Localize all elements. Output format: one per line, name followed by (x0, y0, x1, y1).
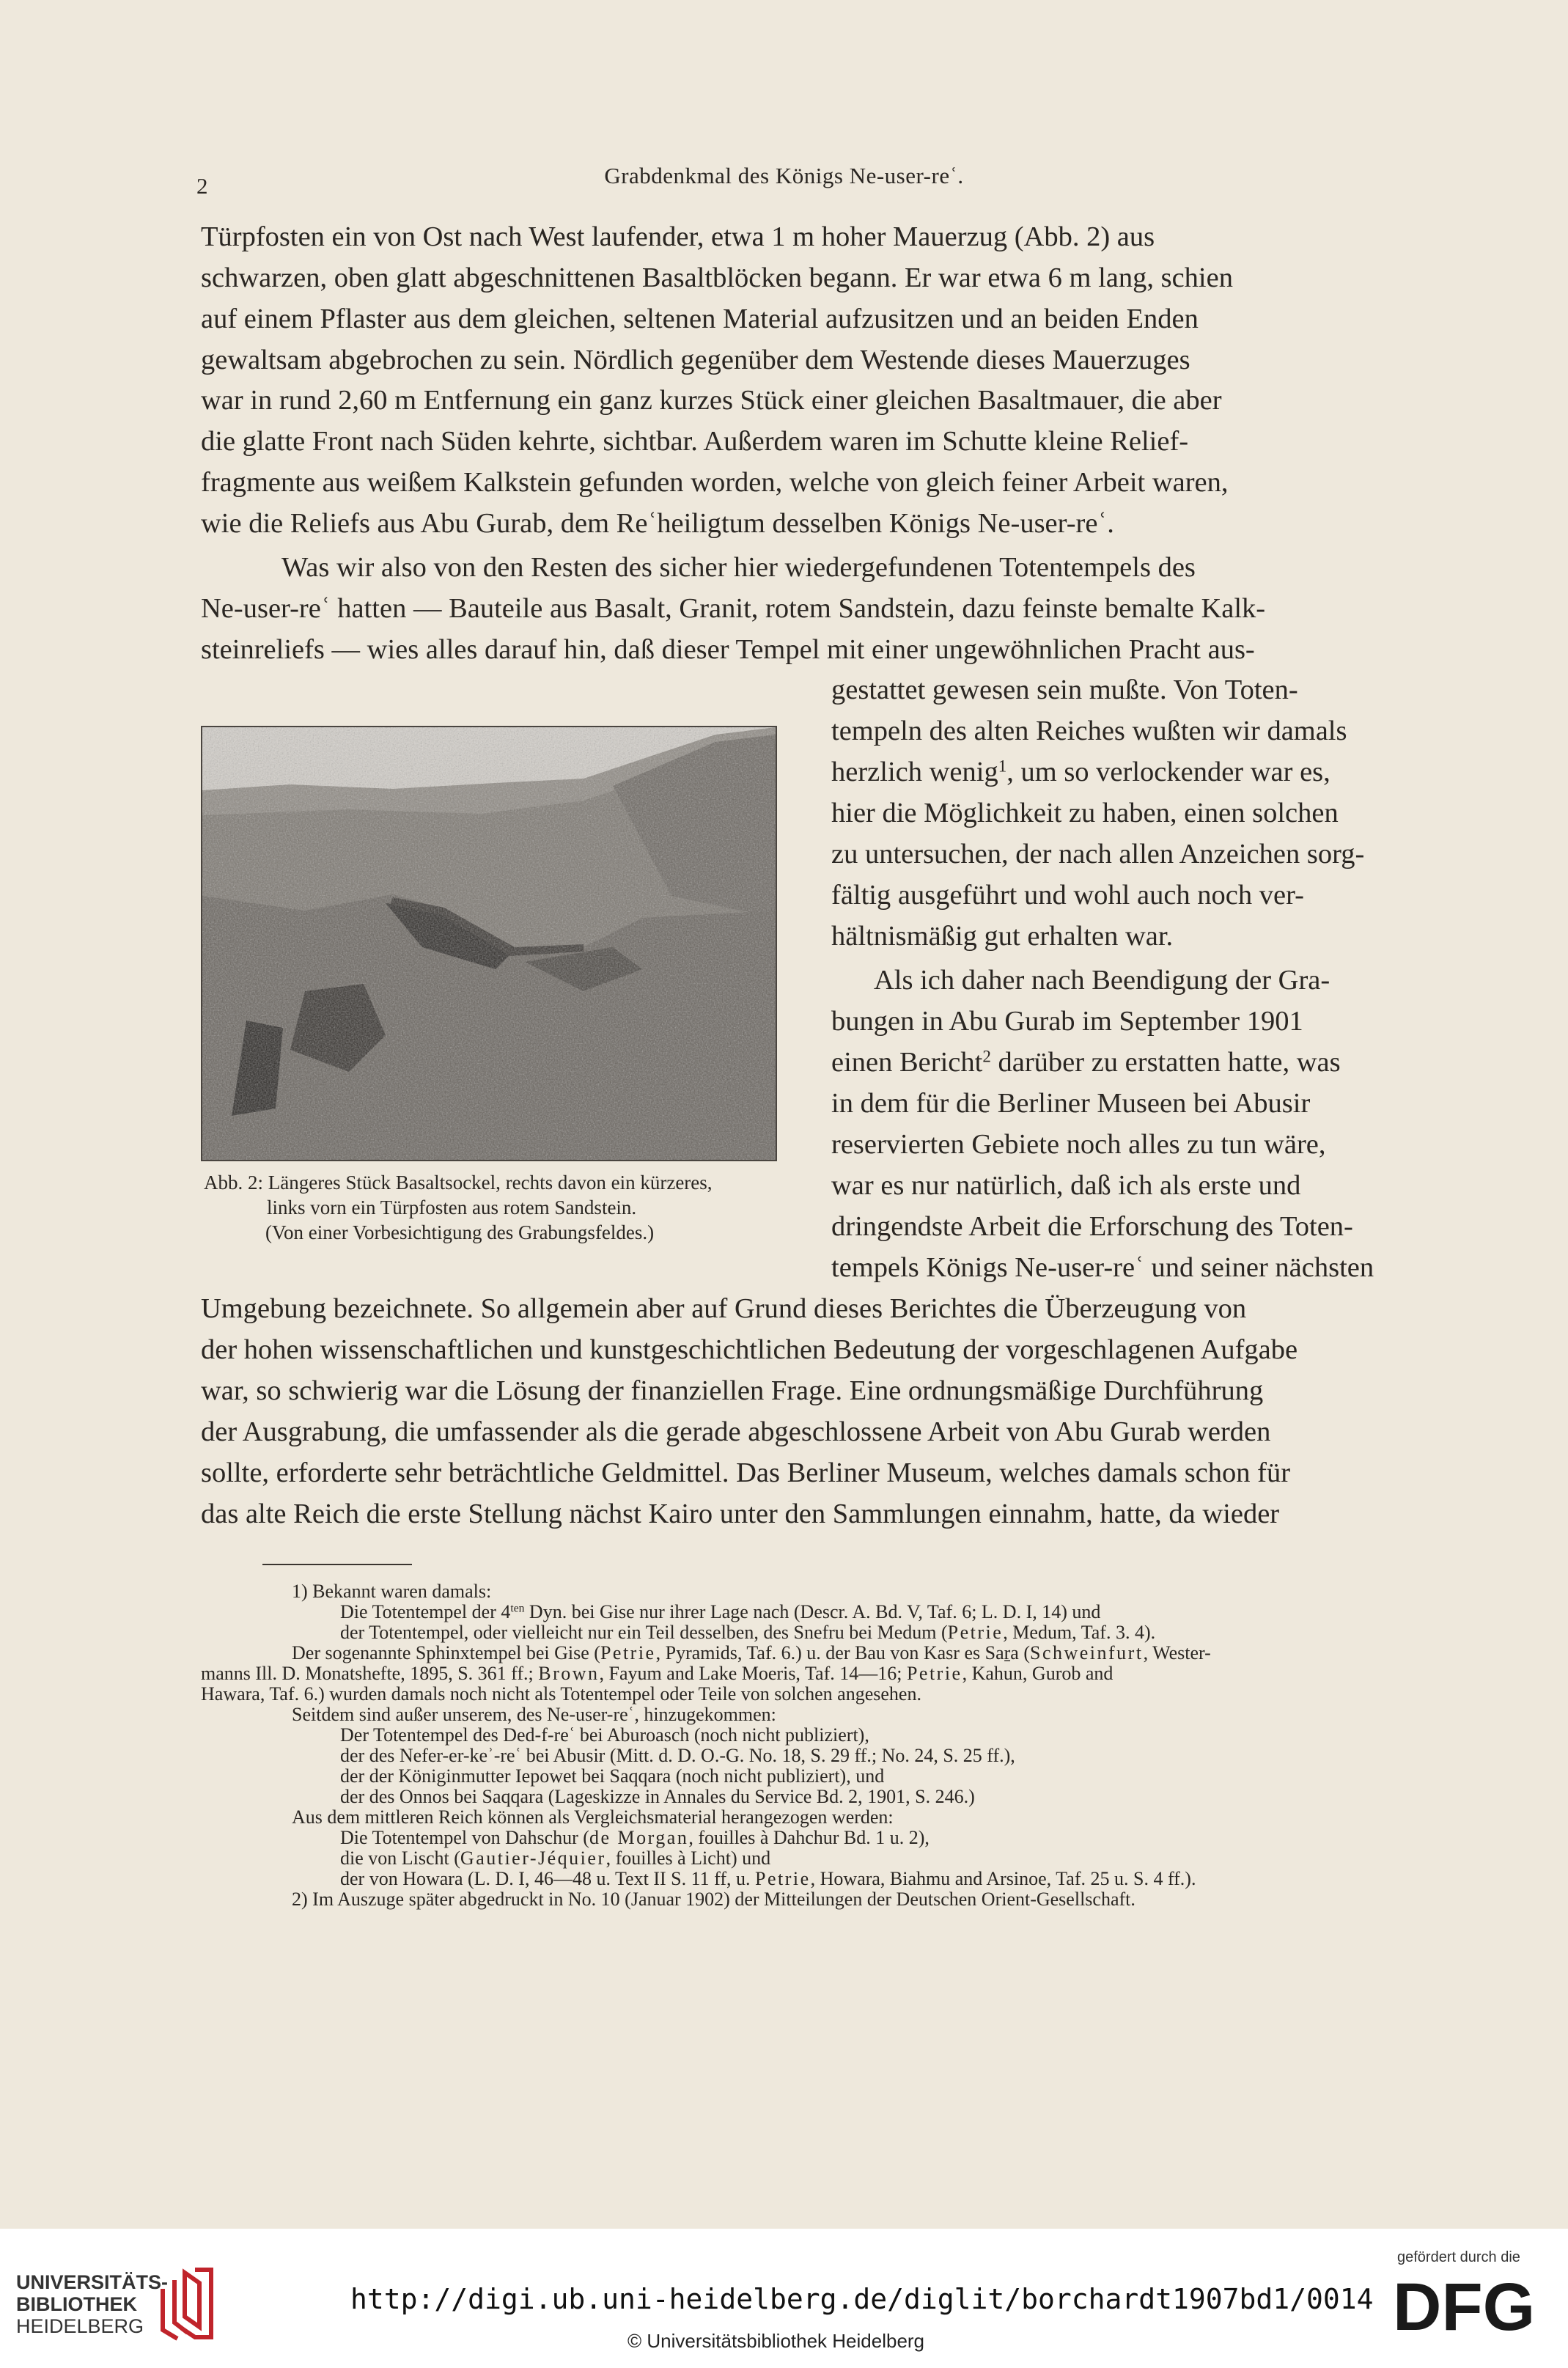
body-line: gewaltsam abgebrochen zu sein. Nördlich gegenüber dem Westende dieses Mauerzuges (201, 345, 1190, 375)
footnote-line: der von Howara (L. D. I, 46—48 u. Text II S. 11 ff, u. Petrie, Howara, Biahmu and Arsinoe, Taf. 25 u. S. 4 ff.). (340, 1868, 1196, 1889)
page-number: 2 (196, 173, 208, 199)
body-line: auf einem Pflaster aus dem gleichen, seltenen Material aufzusitzen und an beiden Enden (201, 304, 1199, 334)
footnote-line: der der Königinmutter Iepowet bei Saqqara (noch nicht publiziert), und (340, 1765, 885, 1787)
body-line: bungen in Abu Gurab im September 1901 (831, 1006, 1303, 1037)
body-line: tempels Königs Ne-user-reʿ und seiner nächsten (831, 1252, 1374, 1283)
body-line: war in rund 2,60 m Entfernung ein ganz kurzes Stück einer gleichen Basaltmauer, die aber (201, 385, 1222, 416)
footnote-line: Der Totentempel des Ded-f-reʿ bei Aburoasch (noch nicht publiziert), (340, 1724, 869, 1746)
body-line: einen Bericht$^2$ darüber zu erstatten hatte, was (831, 1046, 1341, 1078)
excavation-photo (201, 726, 777, 1161)
body-line: war, so schwierig war die Lösung der finanziellen Frage. Eine ordnungsmäßige Durchführung (201, 1375, 1264, 1406)
footnote-line: der des Nefer-er-keʾ-reʿ bei Abusir (Mitt. d. D. O.-G. No. 18, S. 29 ff.; No. 24, S. 25 ff.), (340, 1745, 1015, 1766)
figure-caption: links vorn ein Türpfosten aus rotem Sandstein. (267, 1196, 637, 1218)
body-line: tempeln des alten Reiches wußten wir damals (831, 716, 1347, 746)
footnote-line: Hawara, Taf. 6.) wurden damals noch nicht als Totentempel oder Teile von solchen angesehen. (201, 1683, 921, 1705)
body-line: reservierten Gebiete noch alles zu tun wäre, (831, 1129, 1326, 1160)
dfg-logo-icon[interactable] (1393, 2271, 1547, 2337)
body-line: hältnismäßig gut erhalten war. (831, 921, 1174, 952)
footnote-line: manns Ill. D. Monatshefte, 1895, S. 361 ff.; Brown, Fayum and Lake Moeris, Taf. 14—16; Petrie, Kahun, Gurob and (201, 1663, 1114, 1684)
body-line: schwarzen, oben glatt abgeschnittenen Basaltblöcken begann. Er war etwa 6 m lang, schien (201, 262, 1233, 293)
body-line: die glatte Front nach Süden kehrte, sichtbar. Außerdem waren im Schutte kleine Relief- (201, 426, 1189, 457)
footnote-mark: 2 (982, 1046, 991, 1066)
svg-text:DFG: DFG (1393, 2271, 1536, 2337)
footnote-divider (262, 1564, 412, 1565)
body-line: war es nur natürlich, daß ich als erste und (831, 1170, 1301, 1201)
body-line: wie die Reliefs aus Abu Gurab, dem Reʿheiligtum desselben Königs Ne-user-reʿ. (201, 508, 1114, 539)
body-line: gestattet gewesen sein mußte. Von Toten- (831, 674, 1298, 705)
body-line: hier die Möglichkeit zu haben, einen solchen (831, 798, 1339, 828)
viewer-footer (0, 2229, 1568, 2368)
library-logo-icon[interactable] (152, 2265, 218, 2342)
body-line: in dem für die Berliner Museen bei Abusir (831, 1088, 1311, 1119)
body-line: Türpfosten ein von Ost nach West laufender, etwa 1 m hoher Mauerzug (Abb. 2) aus (201, 221, 1155, 252)
footnote-mark: 1 (998, 756, 1007, 776)
body-line: sollte, erforderte sehr beträchtliche Geldmittel. Das Berliner Museum, welches damals schon für (201, 1457, 1291, 1488)
footnote-line: 1) Bekannt waren damals: (292, 1581, 492, 1602)
footnote-line: Die Totentempel von Dahschur (de Morgan, fouilles à Dahchur Bd. 1 u. 2), (340, 1827, 930, 1848)
body-line: Was wir also von den Resten des sicher hier wiedergefundenen Totentempels des (281, 552, 1196, 583)
photo-graphic (202, 727, 776, 1160)
body-line: Als ich daher nach Beendigung der Gra- (874, 965, 1330, 996)
footnote-line: 2) Im Auszuge später abgedruckt in No. 10 (Januar 1902) der Mitteilungen der Deutschen Orient-Gesellschaft. (292, 1889, 1135, 1910)
footnote-line: Seitdem sind außer unserem, des Ne-user-reʿ, hinzugekommen: (292, 1704, 776, 1725)
body-line: herzlich wenig$^1$, um so verlockender war es, (831, 756, 1330, 787)
figure-caption: (Von einer Vorbesichtigung des Grabungsfeldes.) (265, 1221, 655, 1243)
body-line: fältig ausgeführt und wohl auch noch ver- (831, 880, 1304, 911)
copyright-note: © Universitätsbibliothek Heidelberg (627, 2330, 925, 2352)
footnote-line: Aus dem mittleren Reich können als Vergleichsmaterial herangezogen werden: (292, 1806, 894, 1828)
library-name[interactable]: UNIVERSITÄTS- BIBLIOTHEK HEIDELBERG (16, 2271, 169, 2337)
body-line: dringendste Arbeit die Erforschung des Toten- (831, 1211, 1353, 1242)
body-line: der hohen wissenschaftlichen und kunstgeschichtlichen Bedeutung der vorgeschlagenen Aufgabe (201, 1334, 1298, 1365)
body-line: Umgebung bezeichnete. So allgemein aber auf Grund dieses Berichtes die Überzeugung von (201, 1293, 1247, 1324)
footnote-line: Der sogenannte Sphinxtempel bei Gise (Petrie, Pyramids, Taf. 6.) u. der Bau von Kasr es Saṟa (Schweinfurt, Wester- (292, 1642, 1211, 1663)
body-line: der Ausgrabung, die umfassender als die gerade abgeschlossene Arbeit von Abu Gurab werden (201, 1416, 1271, 1447)
footnote-line: Die Totentempel der $4^{ten}$ Dyn. bei Gise nur ihrer Lage nach (Descr. A. Bd. V, Taf. 6; L. D. I, 14) und (340, 1601, 1101, 1622)
footnote-line: der Totentempel, oder vielleicht nur ein Teil desselben, des Snefru bei Medum (Petrie, Medum, Taf. 3. 4). (340, 1622, 1156, 1643)
funding-note: gefördert durch die (1397, 2249, 1520, 2265)
body-line: steinreliefs — wies alles darauf hin, daß dieser Tempel mit einer ungewöhnlichen Pracht aus- (201, 634, 1255, 665)
figure-caption: Abb. 2: Längeres Stück Basaltsockel, rechts davon ein kürzeres, (204, 1172, 713, 1194)
footnote-line: die von Lischt (Gautier-Jéquier, fouilles à Licht) und (340, 1847, 771, 1869)
footnote-line: der des Onnos bei Saqqara (Lageskizze in Annales du Service Bd. 2, 1901, S. 246.) (340, 1786, 975, 1807)
body-line: zu untersuchen, der nach allen Anzeichen sorg- (831, 839, 1365, 869)
body-line: das alte Reich die erste Stellung nächst Kairo unter den Sammlungen einnahm, hatte, da wieder (201, 1499, 1280, 1529)
body-line: fragmente aus weißem Kalkstein gefunden worden, welche von gleich feiner Arbeit waren, (201, 467, 1229, 498)
permalink-url[interactable]: http://digi.ub.uni-heidelberg.de/diglit/borchardt1907bd1/0014 (350, 2283, 1374, 2315)
body-line: Ne-user-reʿ hatten — Bauteile aus Basalt, Granit, rotem Sandstein, dazu feinste bemalte Kalk- (201, 593, 1266, 624)
running-title: Grabdenkmal des Königs Ne-user-reʿ. (604, 163, 964, 188)
